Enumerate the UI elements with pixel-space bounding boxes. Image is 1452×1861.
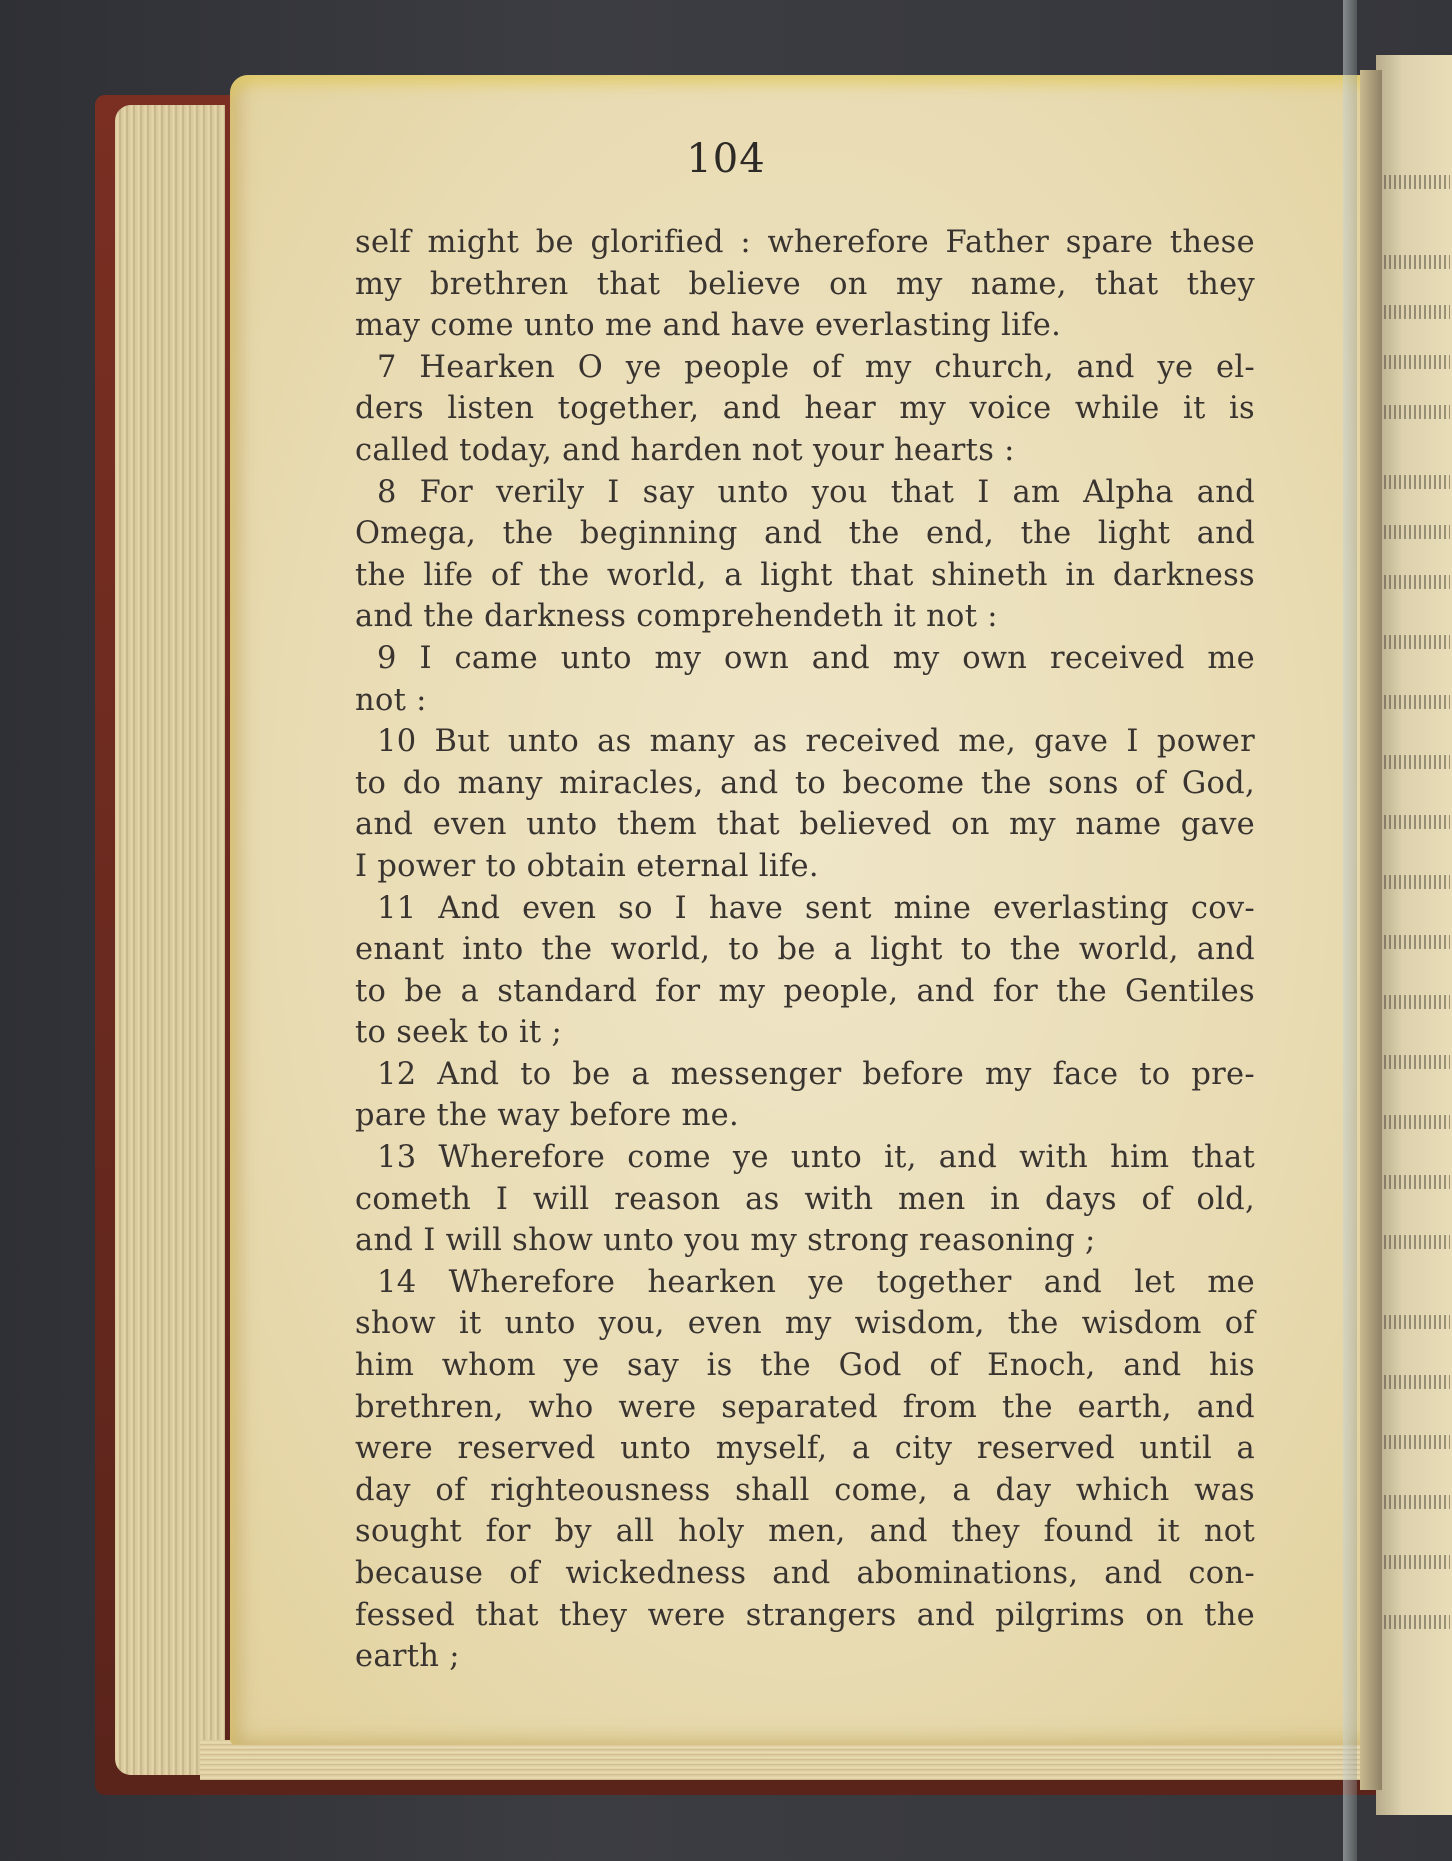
text-line: called today, and harden not your hearts : — [355, 432, 1015, 468]
text-line: ders listen together, and hear my voice while it is — [355, 391, 1255, 427]
text-line: may come unto me and have everlasting life. — [355, 308, 1062, 344]
text-line: enant into the world, to be a light to the world, and — [355, 932, 1255, 968]
text-line: to do many miracles, and to become the sons of God, — [355, 765, 1255, 801]
text-line: 9 I came unto my own and my own received me — [377, 640, 1255, 676]
text-line: day of righteousness shall come, a day which was — [355, 1472, 1255, 1508]
text-line: brethren, who were separated from the earth, and — [355, 1389, 1255, 1425]
facing-page-edge — [1376, 55, 1452, 1815]
text-line: 10 But unto as many as received me, gave I power — [377, 724, 1255, 760]
text-line: show it unto you, even my wisdom, the wisdom of — [355, 1306, 1255, 1342]
text-line: the life of the world, a light that shineth in darkness — [355, 557, 1255, 593]
page-edges — [115, 105, 225, 1775]
text-line: earth ; — [355, 1639, 460, 1675]
text-line: cometh I will reason as with men in days of old, — [355, 1181, 1255, 1217]
text-line: 13 Wherefore come ye unto it, and with him that — [377, 1140, 1255, 1176]
text-line: self might be glorified : wherefore Father spare these — [355, 225, 1255, 260]
text-line: Omega, the beginning and the end, the light and — [355, 516, 1255, 552]
page-text — [355, 222, 1255, 1678]
text-line: were reserved unto myself, a city reserved until a — [355, 1431, 1255, 1467]
text-line: my brethren that believe on my name, that they — [355, 266, 1255, 302]
text-line: 11 And even so I have sent mine everlasting cov- — [377, 890, 1255, 926]
text-line: to seek to it ; — [355, 1015, 563, 1051]
text-line: not : — [355, 682, 427, 718]
text-line: him whom ye say is the God of Enoch, and his — [355, 1348, 1255, 1384]
text-line: 12 And to be a messenger before my face to pre- — [377, 1056, 1255, 1092]
text-line: because of wickedness and abominations, and con- — [355, 1556, 1255, 1591]
page-number: 104 — [686, 136, 766, 182]
text-line: fessed that they were strangers and pilgrims on the — [355, 1597, 1255, 1633]
text-line: 14 Wherefore hearken ye together and let me — [377, 1264, 1255, 1300]
text-line: pare the way before me. — [355, 1098, 740, 1134]
text-line: 8 For verily I say unto you that I am Alpha and — [377, 474, 1255, 510]
text-line: I power to obtain eternal life. — [355, 848, 819, 884]
page-gutter — [1360, 70, 1382, 1790]
text-line: and the darkness comprehendeth it not : — [355, 599, 998, 635]
glass-plate-edge — [1343, 0, 1357, 1861]
text-line: 7 Hearken O ye people of my church, and ye el- — [377, 349, 1255, 385]
text-line: to be a standard for my people, and for the Gentiles — [355, 973, 1255, 1009]
bottom-page-edges — [200, 1740, 1370, 1780]
text-line: and even unto them that believed on my name gave — [355, 807, 1255, 843]
text-line: sought for by all holy men, and they found it not — [355, 1514, 1255, 1550]
text-line: and I will show unto you my strong reasoning ; — [355, 1223, 1096, 1259]
